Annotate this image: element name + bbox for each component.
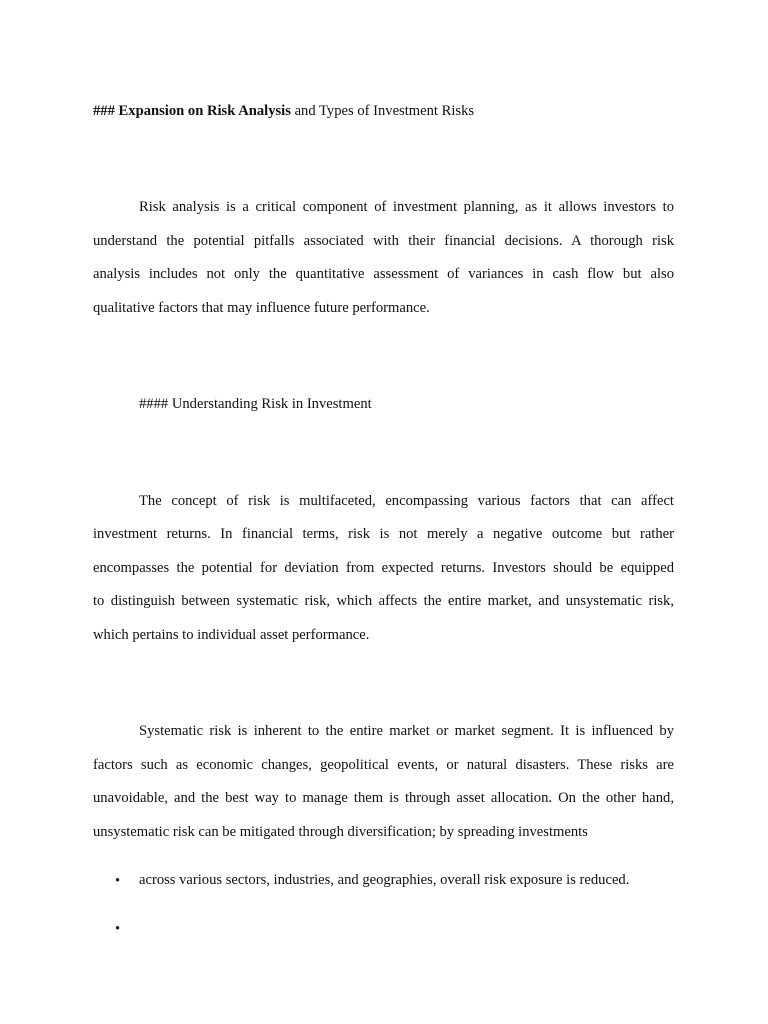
bullet-text: across various sectors, industries, and geographies, overall risk exposure is reduced. bbox=[139, 872, 630, 888]
paragraph-line: encompasses the potential for deviation from expected returns. Investors should be equipped bbox=[93, 560, 674, 576]
heading-prefix: ### bbox=[93, 103, 119, 119]
paragraph-line: unavoidable, and the best way to manage them is through asset allocation. On the other hand, bbox=[93, 790, 674, 806]
subsection-heading: #### Understanding Risk in Investment bbox=[139, 396, 372, 412]
paragraph-line: investment returns. In financial terms, risk is not merely a negative outcome but rather bbox=[93, 526, 674, 542]
bullet-icon: • bbox=[115, 921, 121, 937]
paragraph-line: analysis includes not only the quantitative assessment of variances in cash flow but also bbox=[93, 266, 674, 282]
heading-bold-text: Expansion on Risk Analysis bbox=[118, 103, 291, 119]
paragraph-line: which pertains to individual asset performance. bbox=[93, 627, 370, 643]
paragraph-line: understand the potential pitfalls associated with their financial decisions. A thorough risk bbox=[93, 233, 674, 249]
paragraph-line: qualitative factors that may influence future performance. bbox=[93, 300, 430, 316]
paragraph-line: Risk analysis is a critical component of investment planning, as it allows investors to bbox=[139, 199, 674, 215]
heading-rest-text: and Types of Investment Risks bbox=[290, 103, 475, 119]
paragraph-line: Systematic risk is inherent to the entire market or market segment. It is influenced by bbox=[139, 723, 674, 739]
paragraph-line: to distinguish between systematic risk, which affects the entire market, and unsystematic risk, bbox=[93, 593, 674, 609]
paragraph-line: factors such as economic changes, geopolitical events, or natural disasters. These risks are bbox=[93, 757, 674, 773]
bullet-icon: • bbox=[115, 873, 121, 889]
paragraph-line: The concept of risk is multifaceted, encompassing various factors that can affect bbox=[139, 493, 674, 509]
paragraph-line: unsystematic risk can be mitigated through diversification; by spreading investments bbox=[93, 824, 588, 840]
section-heading bbox=[93, 102, 674, 120]
